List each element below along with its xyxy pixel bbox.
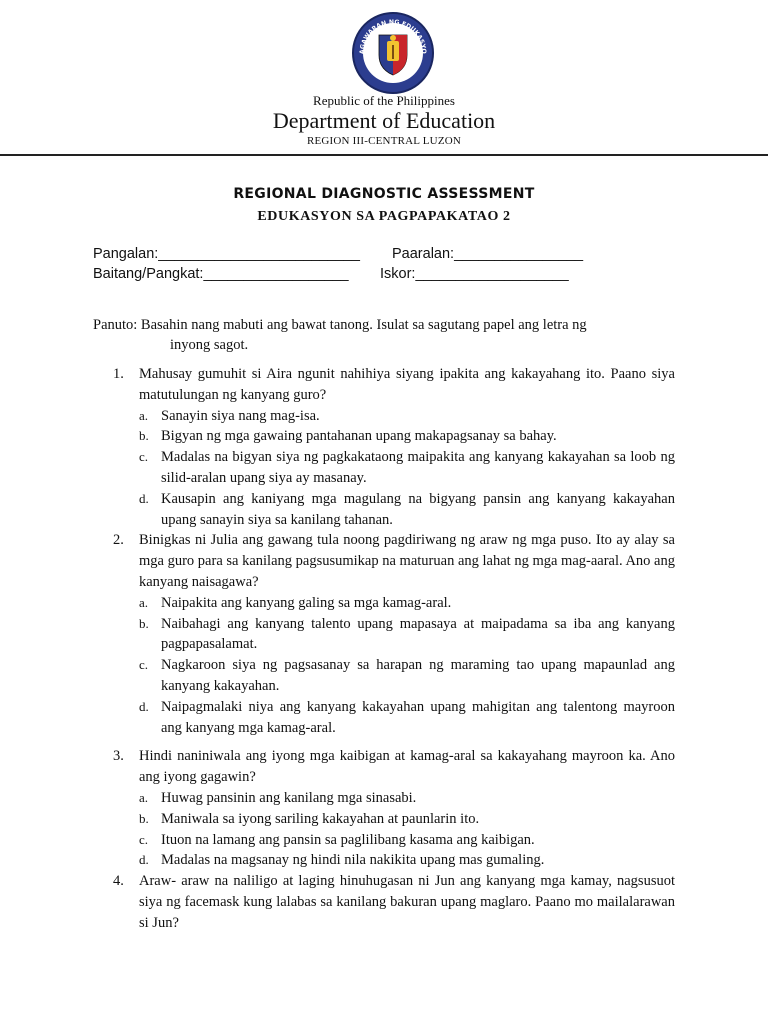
option-letter: b. <box>139 615 149 631</box>
department-name: Department of Education <box>272 108 496 133</box>
baitang-field: Baitang/Pangkat:__________________ <box>93 266 349 282</box>
region-line: REGION III-CENTRAL LUZON <box>306 135 462 147</box>
answer-option <box>139 614 675 656</box>
deped-seal-logo <box>351 11 435 95</box>
option-letter: d. <box>139 698 149 714</box>
answer-option <box>139 489 675 531</box>
option-text: Bigyan ng mga gawaing pantahanan upang makapagsanay sa bahay. <box>161 428 557 445</box>
option-letter: a. <box>139 594 149 610</box>
option-letter: b. <box>139 428 149 444</box>
answer-option <box>139 447 675 489</box>
republic-line: Republic of the Philippines <box>313 93 455 108</box>
answer-option <box>139 809 675 830</box>
question-stem: Hindi naniniwala ang iyong mga kaibigan at kamag-aral sa kakayahang mayroon ka. Ano ang iyong gagawin? <box>139 748 675 786</box>
question-stem: Araw- araw na naliligo at laging hinuhugasan ni Jun ang kanyang mga kamay, nagsusuot siya ng facemask kung lalabas sa kanilang bakuran upang maglaro. Paano mo mailalarawan si Jun? <box>139 873 675 931</box>
question-stem: Mahusay gumuhit si Aira ngunit nahihiya siyang ipakita ang kakayahang ito. Paano siya matutulungan ng kanyang guro? <box>139 366 675 403</box>
answer-option <box>139 426 675 447</box>
question-item <box>113 746 675 871</box>
question-item <box>113 364 675 530</box>
option-text: Ituon na lamang ang pansin sa paglilibang kasama ang kaibigan. <box>161 831 535 848</box>
option-text: Kausapin ang kaniyang mga magulang na bigyang pansin ang kanyang kakayahan upang sanayin siya sa kanilang tahanan. <box>161 490 675 528</box>
answer-option <box>139 830 675 851</box>
answer-option <box>139 697 675 739</box>
option-letter: b. <box>139 810 149 826</box>
option-text: Maniwala sa iyong sariling kakayahan at paunlarin ito. <box>161 810 480 827</box>
question-number: 2. <box>113 532 124 549</box>
option-letter: c. <box>139 831 149 847</box>
option-text: Naipagmalaki niya ang kanyang kakayahan upang mahigitan ang talentong mayroon ang kanyang mga kamag-aral. <box>161 698 675 736</box>
answer-option <box>139 406 675 427</box>
instructions <box>93 315 683 355</box>
answer-option <box>139 850 675 871</box>
answer-option <box>139 593 675 614</box>
pangalan-field: Pangalan:_________________________ <box>93 246 360 262</box>
option-text: Nagkaroon siya ng pagsasanay sa harapan ng maraming tao upang mapaunlad ang kanyang kakayahan. <box>161 657 675 694</box>
option-letter: d. <box>139 490 149 506</box>
option-text: Huwag pansinin ang kanilang mga sinasabi. <box>161 789 417 806</box>
instructions-line-2: inyong sagot. <box>170 337 249 353</box>
question-number: 1. <box>113 366 124 382</box>
option-text: Madalas na magsanay ng hindi nila nakikita upang mas gumaling. <box>161 852 545 869</box>
option-letter: d. <box>139 852 149 868</box>
question-item <box>113 530 675 738</box>
assessment-title: REGIONAL DIAGNOSTIC ASSESSMENT <box>233 186 535 202</box>
answer-option <box>139 655 675 697</box>
option-text: Madalas na bigyan siya ng pagkakataong maipakita ang kanyang kakayahan sa loob ng silid-aralan upang siya ay masanay. <box>161 449 675 486</box>
header-divider <box>0 154 768 156</box>
option-text: Sanayin siya nang mag-isa. <box>161 407 320 424</box>
option-letter: c. <box>139 449 149 465</box>
svg-text:KAGAWARAN NG EDUKASYON: AGAWARAN NG EDUKASYO <box>358 18 428 55</box>
question-stem: Binigkas ni Julia ang gawang tula noong pagdiriwang ng araw ng mga puso. Ito ay alay sa mga guro para sa kanilang pagsusumikap na maturuan ang lahat ng mga mag-aaral. Ano ang kanyang naisagawa? <box>139 532 675 590</box>
option-text: Naipakita ang kanyang galing sa mga kamag-aral. <box>161 594 452 611</box>
question-number: 3. <box>113 748 124 765</box>
question-list <box>113 364 675 934</box>
option-letter: a. <box>139 789 149 805</box>
instructions-line-1: Panuto: Basahin nang mabuti ang bawat tanong. Isulat sa sagutang papel ang letra ng <box>93 317 587 333</box>
option-text: Naibahagi ang kanyang talento upang mapasaya at maipadama sa iba ang kanyang pagpapasalamat. <box>161 615 675 653</box>
subject-title: EDUKASYON SA PAGPAPAKATAO 2 <box>257 209 511 224</box>
option-letter: a. <box>139 407 149 423</box>
question-number: 4. <box>113 873 124 890</box>
question-item <box>113 871 675 933</box>
answer-option <box>139 788 675 809</box>
option-letter: c. <box>139 657 149 673</box>
iskor-field: Iskor:___________________ <box>380 266 569 282</box>
paaralan-field: Paaralan:________________ <box>392 246 584 262</box>
